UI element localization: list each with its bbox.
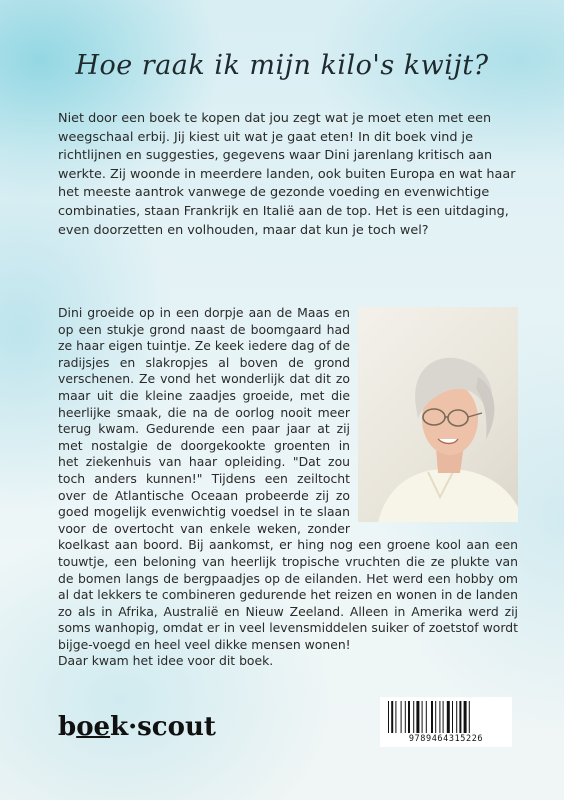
author-bio [58, 305, 518, 670]
book-title: Hoe raak ik mijn kilo's kwijt? [75, 50, 489, 81]
barcode-bars [386, 701, 506, 733]
isbn-number: 9789464315226 [408, 734, 484, 744]
bio-closing: Daar kwam het idee voor dit boek. [58, 653, 274, 669]
barcode [380, 697, 512, 747]
bio-paragraph: Dini groeide op in een dorpje aan de Maas en op een stukje grond naast de boomgaard had ze haar eigen tuintje. Ze keek iedere dag of de radijsjes en slakropjes al boven de grond verschenen. Ze vond het wonderlijk dat dit zo maar uit die kleine zaadjes groeide, met die heerlijke smaak, die na de oorlog nooit meer terug kwam. Gedurende een paar jaar at zij met nostalgie de doorgekookte groenten in het ziekenhuis van haar opleiding. "Dat zou toch anders kunnen!" Tijdens een zeiltocht over de Atlantische Oceaan probeerde zij zo goed mogelijk evenwichtig voedsel in te slaan voor de overtocht van enkele weken, zonder koelkast aan boord. Bij aankomst, er hing nog een groene kool aan een touwtje, een beloning van heerlijk tropische vruchten die ze plukte van de bomen langs de bergpaadjes op de eilanden. Het werd een hobby om al dat lekkers te combineren gedurende het reizen en wonen in de landen zo als in Afrika, Australië en Nieuw Zeeland. Alleen in Amerika werd zij soms wanhopig, omdat er in veel levensmiddelen suiker of zoetstof wordt bijge-voegd en heel veel dikke mensen wonen! [58, 305, 518, 652]
author-photo [358, 307, 518, 522]
author-portrait-image [358, 307, 518, 522]
publisher-logo: boek·scout [58, 712, 216, 742]
intro-text [58, 110, 518, 240]
intro-paragraph: Niet door een boek te kopen dat jou zegt wat je moet eten met een weegschaal erbij. Jij kiest uit wat je gaat eten! In dit boek vind je richtlijnen en suggesties, gegevens waar Dini jarenlang kritisch aan werkte. Zij woonde in meerdere landen, ook buiten Europa en wat haar het meeste aantrok vanwege de gezonde voeding en evenwichtige combinaties, staan Frankrijk en Italië aan de top. Het is een uitdaging, even doorzetten en volhouden, maar dat kun je toch wel? [58, 111, 516, 238]
